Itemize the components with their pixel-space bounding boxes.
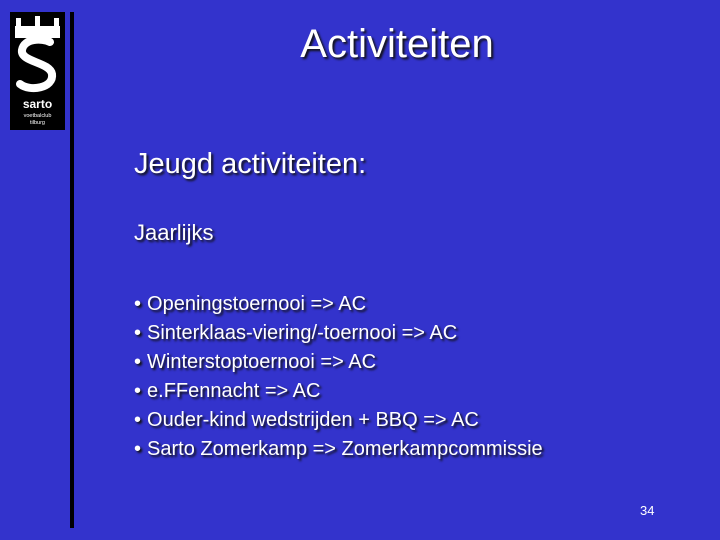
bullet-icon: • <box>134 351 142 373</box>
club-logo <box>10 12 65 130</box>
slide-subtitle: Jeugd activiteiten: <box>134 148 367 180</box>
bullet-icon: • <box>134 322 142 344</box>
bullet-text: Ouder-kind wedstrijden + BBQ => AC <box>147 409 479 431</box>
bullet-text: e.FFennacht => AC <box>147 380 321 402</box>
list-item <box>134 406 543 435</box>
section-label: Jaarlijks <box>134 220 214 245</box>
list-item <box>134 377 543 406</box>
bullet-text: Winterstoptoernooi => AC <box>147 351 377 373</box>
bullet-text: Openingstoernooi => AC <box>147 293 367 315</box>
logo-line1: voetbalclub <box>23 113 52 119</box>
bullet-icon: • <box>134 438 142 460</box>
bullet-list <box>134 290 543 464</box>
bullet-icon: • <box>134 380 142 402</box>
vertical-divider <box>70 12 74 528</box>
list-item <box>134 348 543 377</box>
bullet-icon: • <box>134 409 142 431</box>
bullet-text: Sarto Zomerkamp => Zomerkampcommissie <box>147 438 543 460</box>
page-number: 34 <box>640 503 655 518</box>
list-item <box>134 319 543 348</box>
slide-title: Activiteiten <box>300 22 494 66</box>
bullet-icon: • <box>134 293 142 315</box>
list-item <box>134 290 543 319</box>
club-crest-icon <box>10 12 65 130</box>
logo-name: sarto <box>22 97 53 111</box>
bullet-text: Sinterklaas-viering/-toernooi => AC <box>147 322 458 344</box>
logo-line2: tilburg <box>30 120 45 126</box>
list-item <box>134 435 543 464</box>
